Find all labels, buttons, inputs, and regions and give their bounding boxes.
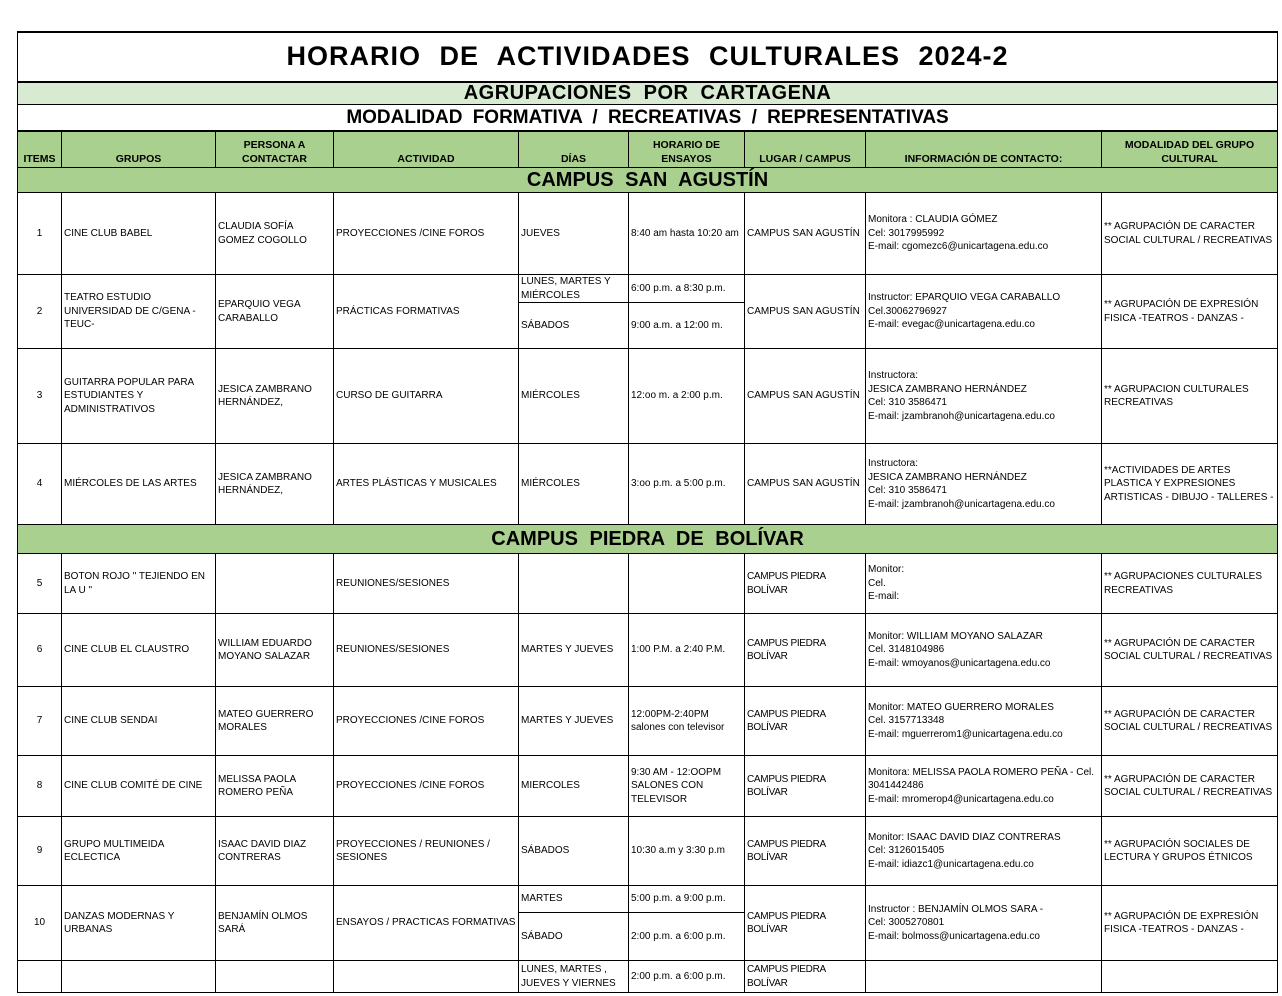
col-header-lugar: LUGAR / CAMPUS bbox=[745, 131, 866, 168]
horario-cell: 10:30 a.m y 3:30 p.m bbox=[629, 817, 745, 886]
table-row bbox=[18, 444, 1278, 525]
info-line: Monitor: WILLIAM MOYANO SALAZAR bbox=[868, 630, 1043, 642]
grupo-cell: CINE CLUB EL CLAUSTRO bbox=[62, 614, 216, 687]
info-cell bbox=[866, 886, 1102, 961]
lugar-cell: CAMPUS SAN AGUSTÍN bbox=[745, 193, 866, 275]
horario-cell bbox=[629, 554, 745, 614]
dias-cell: MARTES Y JUEVES bbox=[519, 614, 629, 687]
horario-cell: 9:30 AM - 12:OOPM SALONES CON TELEVISOR bbox=[629, 756, 745, 817]
info-line: Cel: 3005270801 bbox=[868, 917, 945, 929]
info-email: E-mail: bolmoss@unicartagena.edu.co bbox=[868, 930, 1040, 942]
horario-cell: 12:oo m. a 2:00 p.m. bbox=[629, 349, 745, 444]
table-row bbox=[18, 886, 1278, 913]
col-header-horario: HORARIO DE ENSAYOS bbox=[629, 131, 745, 168]
item-number: 6 bbox=[18, 614, 62, 687]
item-number: 5 bbox=[18, 554, 62, 614]
info-line: Cel: 310 3586471 bbox=[868, 485, 947, 496]
info-line: Monitor: ISAAC DAVID DIAZ CONTRERAS bbox=[868, 831, 1061, 843]
horario-cell: 2:00 p.m. a 6:00 p.m. bbox=[629, 961, 745, 993]
col-header-modalidad: MODALIDAD DEL GRUPO CULTURAL bbox=[1102, 131, 1278, 168]
table-row bbox=[18, 687, 1278, 756]
section-san-agustin: CAMPUS SAN AGUSTÍN bbox=[18, 168, 1278, 193]
item-number: 8 bbox=[18, 756, 62, 817]
col-header-grupos: GRUPOS bbox=[62, 131, 216, 168]
lugar-cell: CAMPUS PIEDRA BOLÍVAR bbox=[745, 756, 866, 817]
lugar-cell: CAMPUS PIEDRA BOLÍVAR bbox=[745, 961, 866, 993]
persona-cell: MELISSA PAOLA ROMERO PEÑA bbox=[216, 756, 334, 817]
dias-cell: MIERCOLES bbox=[519, 756, 629, 817]
info-line: Cel.30062796927 bbox=[868, 305, 947, 317]
table-row bbox=[18, 349, 1278, 444]
table-row bbox=[18, 817, 1278, 886]
info-cell bbox=[866, 275, 1102, 349]
lugar-cell: CAMPUS SAN AGUSTÍN bbox=[745, 349, 866, 444]
grupo-cell: CINE CLUB COMITÉ DE CINE bbox=[62, 756, 216, 817]
info-email: E-mail: wmoyanos@unicartagena.edu.co bbox=[868, 657, 1051, 669]
persona-cell: EPARQUIO VEGA CARABALLO bbox=[216, 275, 334, 349]
modalidad-cell: ** AGRUPACIÓN DE CARACTER SOCIAL CULTURAL / RECREATIVAS bbox=[1102, 614, 1278, 687]
lugar-cell: CAMPUS PIEDRA BOLÍVAR bbox=[745, 614, 866, 687]
modalidad-cell bbox=[1102, 961, 1278, 993]
horario-cell: 1:00 P.M. a 2:40 P.M. bbox=[629, 614, 745, 687]
persona-cell: WILLIAM EDUARDO MOYANO SALAZAR bbox=[216, 614, 334, 687]
grupo-cell: TEATRO ESTUDIO UNIVERSIDAD DE C/GENA -TEUC- bbox=[62, 275, 216, 349]
actividad-cell bbox=[334, 961, 519, 993]
info-email: E-mail: bbox=[868, 591, 900, 603]
persona-cell: JESICA ZAMBRANO HERNÁNDEZ, bbox=[216, 349, 334, 444]
modalidad-cell: ** AGRUPACIONES CULTURALES RECREATIVAS bbox=[1102, 554, 1278, 614]
actividad-cell: PRÁCTICAS FORMATIVAS bbox=[334, 275, 519, 349]
info-email: E-mail: evegac@unicartagena.edu.co bbox=[868, 319, 1035, 331]
grupo-cell: CINE CLUB SENDAI bbox=[62, 687, 216, 756]
actividad-cell: REUNIONES/SESIONES bbox=[334, 614, 519, 687]
info-line: Instructor: EPARQUIO VEGA CARABALLO bbox=[868, 292, 1061, 304]
dias-cell: MIÉRCOLES bbox=[519, 349, 629, 444]
item-number bbox=[18, 961, 62, 993]
table-row bbox=[18, 614, 1278, 687]
info-cell bbox=[866, 961, 1102, 993]
info-line: Monitora: MELISSA PAOLA ROMERO PEÑA - Cel. 3041442486 bbox=[868, 766, 1095, 792]
info-line: Cel: 3017995992 bbox=[868, 227, 945, 239]
table-row bbox=[18, 275, 1278, 303]
table-row bbox=[18, 961, 1278, 993]
item-number: 2 bbox=[18, 275, 62, 349]
info-line: JESICA ZAMBRANO HERNÁNDEZ bbox=[868, 383, 1027, 395]
col-header-actividad: ACTIVIDAD bbox=[334, 131, 519, 168]
actividad-cell: PROYECCIONES /CINE FOROS bbox=[334, 687, 519, 756]
col-header-info: INFORMACIÓN DE CONTACTO: bbox=[866, 131, 1102, 168]
modalidad-banner: MODALIDAD FORMATIVA / RECREATIVAS / REPRESENTATIVAS bbox=[18, 105, 1278, 132]
info-email: E-mail: jzambranoh@unicartagena.edu.co bbox=[868, 498, 1055, 510]
dias-cell: SÁBADOS bbox=[519, 303, 629, 349]
modalidad-cell: ** AGRUPACIÓN DE EXPRESIÓN FISICA -TEATROS - DANZAS - bbox=[1102, 275, 1278, 349]
persona-cell: ISAAC DAVID DIAZ CONTRERAS bbox=[216, 817, 334, 886]
item-number: 10 bbox=[18, 886, 62, 961]
info-line: JESICA ZAMBRANO HERNÁNDEZ bbox=[868, 471, 1027, 483]
info-line: Cel. bbox=[868, 577, 886, 589]
info-line: Monitor: MATEO GUERRERO MORALES bbox=[868, 701, 1054, 713]
page-title: HORARIO DE ACTIVIDADES CULTURALES 2024-2 bbox=[18, 32, 1278, 82]
persona-cell bbox=[216, 961, 334, 993]
table-row bbox=[18, 193, 1278, 275]
info-line: Cel. 3148104986 bbox=[868, 644, 945, 656]
info-email: E-mail: mromerop4@unicartagena.edu.co bbox=[868, 793, 1054, 805]
col-header-items: ITEMS bbox=[18, 131, 62, 168]
dias-cell: LUNES, MARTES , JUEVES Y VIERNES bbox=[519, 961, 629, 993]
item-number: 1 bbox=[18, 193, 62, 275]
lugar-cell: CAMPUS PIEDRA BOLÍVAR bbox=[745, 817, 866, 886]
modalidad-cell: ** AGRUPACIÓN DE EXPRESIÓN FISICA -TEATROS - DANZAS - bbox=[1102, 886, 1278, 961]
info-cell bbox=[866, 193, 1102, 275]
modalidad-cell: ** AGRUPACIÓN DE CARACTER SOCIAL CULTURAL / RECREATIVAS bbox=[1102, 193, 1278, 275]
actividad-cell: ENSAYOS / PRACTICAS FORMATIVAS bbox=[334, 886, 519, 961]
info-cell bbox=[866, 687, 1102, 756]
info-cell bbox=[866, 614, 1102, 687]
header-row bbox=[18, 131, 1278, 168]
persona-cell: MATEO GUERRERO MORALES bbox=[216, 687, 334, 756]
info-line: Instructora: bbox=[868, 458, 919, 469]
info-line: Cel: 3126015405 bbox=[868, 845, 945, 857]
horario-cell: 6:00 p.m. a 8:30 p.m. bbox=[629, 275, 745, 303]
info-cell bbox=[866, 444, 1102, 525]
info-email: E-mail: idiazc1@unicartagena.edu.co bbox=[868, 858, 1034, 870]
table-row bbox=[18, 756, 1278, 817]
grupo-cell: MIÉRCOLES DE LAS ARTES bbox=[62, 444, 216, 525]
info-line: Cel. 3157713348 bbox=[868, 715, 945, 727]
actividad-cell: CURSO DE GUITARRA bbox=[334, 349, 519, 444]
info-cell bbox=[866, 349, 1102, 444]
actividad-cell: PROYECCIONES /CINE FOROS bbox=[334, 756, 519, 817]
info-line: Monitor: bbox=[868, 564, 905, 576]
info-email: E-mail: cgomezc6@unicartagena.edu.co bbox=[868, 241, 1049, 253]
actividad-cell: PROYECCIONES / REUNIONES / SESIONES bbox=[334, 817, 519, 886]
horario-cell: 5:00 p.m. a 9:00 p.m. bbox=[629, 886, 745, 913]
horario-cell: 9:00 a.m. a 12:00 m. bbox=[629, 303, 745, 349]
grupo-cell bbox=[62, 961, 216, 993]
dias-cell: MIÉRCOLES bbox=[519, 444, 629, 525]
persona-cell: JESICA ZAMBRANO HERNÁNDEZ, bbox=[216, 444, 334, 525]
dias-cell: SÁBADOS bbox=[519, 817, 629, 886]
actividad-cell: REUNIONES/SESIONES bbox=[334, 554, 519, 614]
grupo-cell: BOTON ROJO " TEJIENDO EN LA U " bbox=[62, 554, 216, 614]
schedule-table bbox=[17, 31, 1278, 993]
modalidad-cell: ** AGRUPACIÓN DE CARACTER SOCIAL CULTURAL / RECREATIVAS bbox=[1102, 756, 1278, 817]
modalidad-cell: ** AGRUPACIÓN SOCIALES DE LECTURA Y GRUPOS ÉTNICOS bbox=[1102, 817, 1278, 886]
info-line: Instructor : BENJAMÍN OLMOS SARA - bbox=[868, 903, 1044, 915]
item-number: 7 bbox=[18, 687, 62, 756]
dias-cell: MARTES bbox=[519, 886, 629, 913]
lugar-cell: CAMPUS PIEDRA BOLÍVAR bbox=[745, 886, 866, 961]
info-email: E-mail: jzambranoh@unicartagena.edu.co bbox=[868, 410, 1055, 422]
schedule-sheet bbox=[17, 31, 1277, 993]
lugar-cell: CAMPUS SAN AGUSTÍN bbox=[745, 444, 866, 525]
dias-cell: MARTES Y JUEVES bbox=[519, 687, 629, 756]
info-cell bbox=[866, 817, 1102, 886]
info-line: Instructora: bbox=[868, 370, 919, 381]
col-header-dias: DÍAS bbox=[519, 131, 629, 168]
dias-cell: SÁBADO bbox=[519, 913, 629, 961]
info-line: Cel: 310 3586471 bbox=[868, 397, 947, 408]
item-number: 9 bbox=[18, 817, 62, 886]
persona-cell: CLAUDIA SOFÍA GOMEZ COGOLLO bbox=[216, 193, 334, 275]
persona-cell bbox=[216, 554, 334, 614]
dias-cell: JUEVES bbox=[519, 193, 629, 275]
dias-cell: LUNES, MARTES Y MIÉRCOLES bbox=[519, 275, 629, 303]
horario-cell: 2:00 p.m. a 6:00 p.m. bbox=[629, 913, 745, 961]
horario-cell: 8:40 am hasta 10:20 am bbox=[629, 193, 745, 275]
table-row bbox=[18, 554, 1278, 614]
actividad-cell: ARTES PLÁSTICAS Y MUSICALES bbox=[334, 444, 519, 525]
info-cell bbox=[866, 554, 1102, 614]
item-number: 3 bbox=[18, 349, 62, 444]
info-line: Monitora : CLAUDIA GÓMEZ bbox=[868, 214, 998, 226]
lugar-cell: CAMPUS SAN AGUSTÍN bbox=[745, 275, 866, 349]
modalidad-cell: ** AGRUPACION CULTURALES RECREATIVAS bbox=[1102, 349, 1278, 444]
horario-cell: 3:oo p.m. a 5:00 p.m. bbox=[629, 444, 745, 525]
grupo-cell: CINE CLUB BABEL bbox=[62, 193, 216, 275]
persona-cell: BENJAMÍN OLMOS SARÁ bbox=[216, 886, 334, 961]
grupo-cell: GRUPO MULTIMEIDA ECLECTICA bbox=[62, 817, 216, 886]
horario-cell: 12:00PM-2:40PM salones con televisor bbox=[629, 687, 745, 756]
col-header-persona: PERSONA A CONTACTAR bbox=[216, 131, 334, 168]
info-cell bbox=[866, 756, 1102, 817]
modalidad-cell: **ACTIVIDADES DE ARTES PLASTICA Y EXPRESIONES ARTISTICAS - DIBUJO - TALLERES - bbox=[1102, 444, 1278, 525]
actividad-cell: PROYECCIONES /CINE FOROS bbox=[334, 193, 519, 275]
subtitle: AGRUPACIONES POR CARTAGENA bbox=[18, 82, 1278, 105]
modalidad-cell: ** AGRUPACIÓN DE CARACTER SOCIAL CULTURAL / RECREATIVAS bbox=[1102, 687, 1278, 756]
grupo-cell: GUITARRA POPULAR PARA ESTUDIANTES Y ADMINISTRATIVOS bbox=[62, 349, 216, 444]
grupo-cell: DANZAS MODERNAS Y URBANAS bbox=[62, 886, 216, 961]
lugar-cell: CAMPUS PIEDRA BOLÍVAR bbox=[745, 687, 866, 756]
section-piedra-bolivar: CAMPUS PIEDRA DE BOLÍVAR bbox=[18, 525, 1278, 554]
info-email: E-mail: mguerrerom1@unicartagena.edu.co bbox=[868, 728, 1063, 740]
item-number: 4 bbox=[18, 444, 62, 525]
dias-cell bbox=[519, 554, 629, 614]
lugar-cell: CAMPUS PIEDRA BOLÍVAR bbox=[745, 554, 866, 614]
